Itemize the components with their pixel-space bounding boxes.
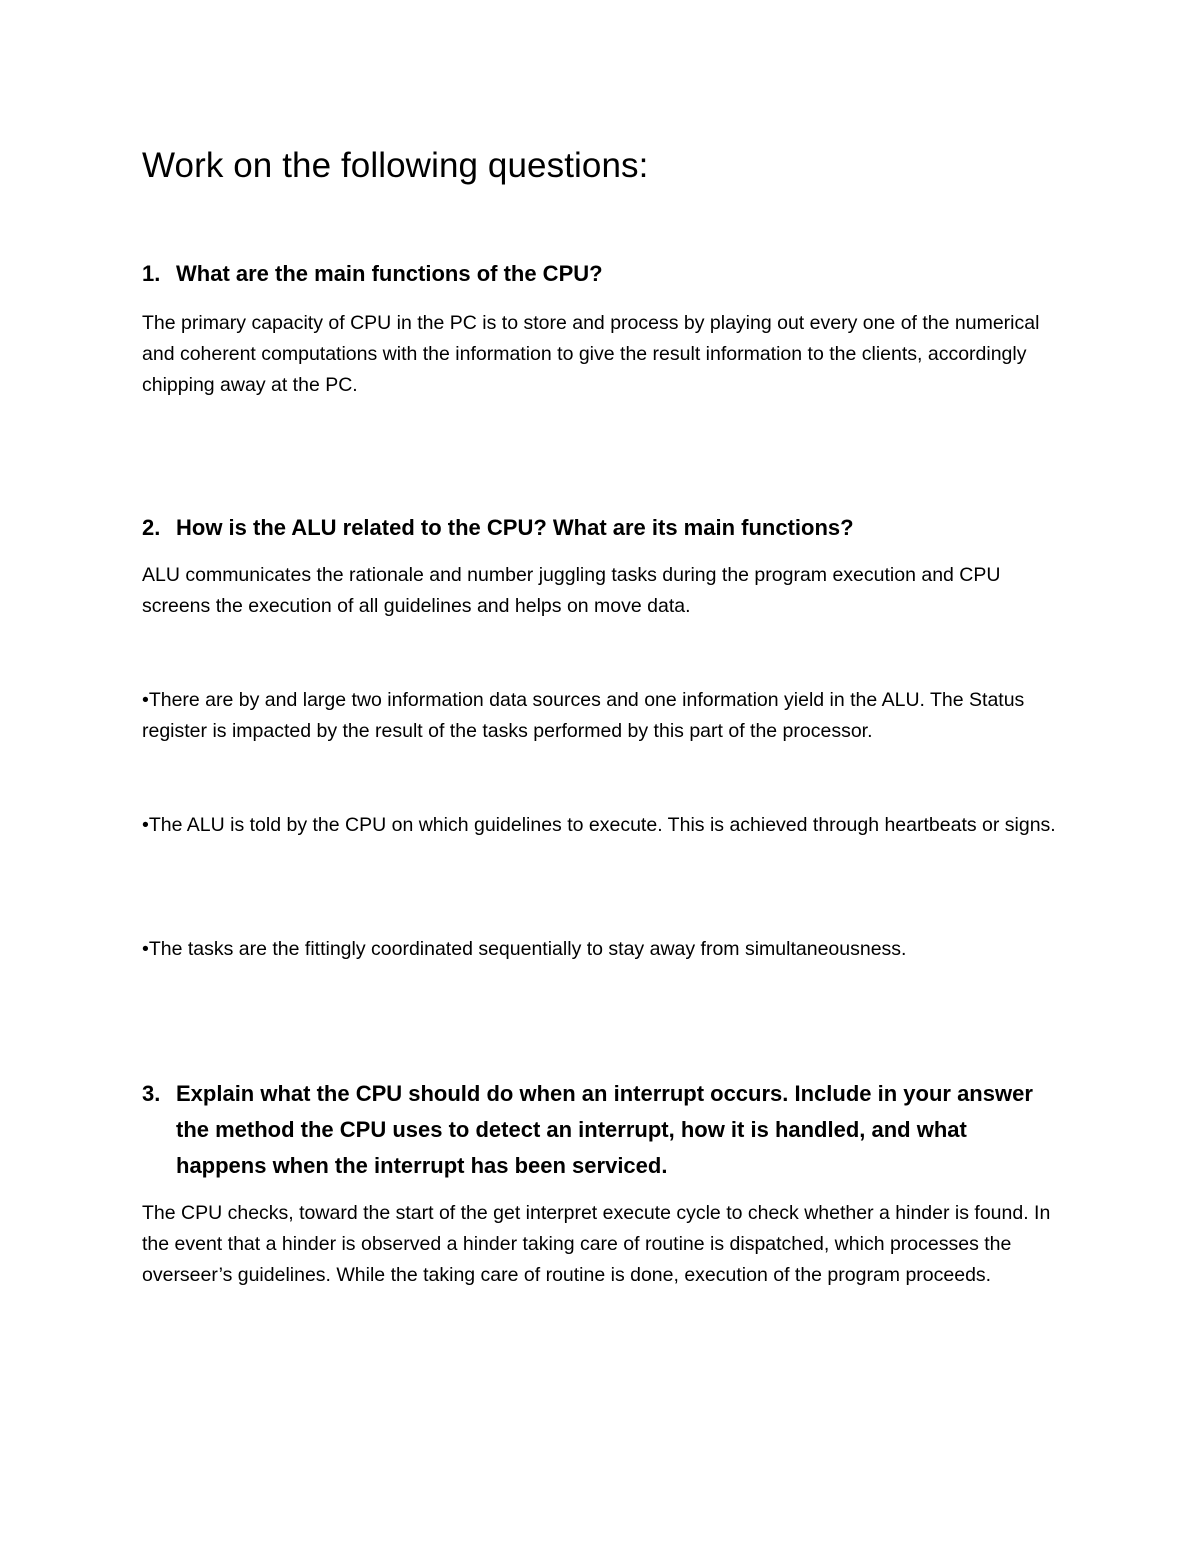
question-1-heading [142, 256, 603, 292]
answer-2-bullet-3: •The tasks are the fittingly coordinated sequentially to stay away from simultaneousness. [142, 938, 907, 960]
question-text: How is the ALU related to the CPU? What are its main functions? [176, 515, 854, 540]
question-text: What are the main functions of the CPU? [176, 261, 603, 286]
answer-3-paragraph: The CPU checks, toward the start of the get interpret execute cycle to check whether a hinder is found. In the event that a hinder is observed a hinder taking care of routine is dispatched, which processes the overseer’s guidelines. While the taking care of routine is done, execution of the program proceeds. [142, 1202, 1051, 1286]
question-2-heading [142, 510, 854, 546]
answer-1-paragraph: The primary capacity of CPU in the PC is to store and process by playing out every one of the numerical and coherent computations with the information to give the result information to the clients, accordingly chipping away at the PC. [142, 312, 1040, 396]
answer-2-bullet-1: •There are by and large two information data sources and one information yield in the ALU. The Status register is impacted by the result of the tasks performed by this part of the processor. [142, 689, 1025, 742]
question-number: 1. [142, 261, 161, 286]
question-3-heading [142, 1076, 1042, 1184]
answer-2-bullet-2: •The ALU is told by the CPU on which guidelines to execute. This is achieved through heartbeats or signs. [142, 814, 1056, 836]
question-number: 3. [142, 1081, 161, 1106]
page-title: Work on the following questions: [142, 146, 649, 185]
question-number: 2. [142, 515, 161, 540]
answer-2-paragraph: ALU communicates the rationale and number juggling tasks during the program execution and CPU screens the execution of all guidelines and helps on move data. [142, 564, 1001, 617]
question-text: Explain what the CPU should do when an interrupt occurs. Include in your answer the method the CPU uses to detect an interrupt, how it is handled, and what happens when the interrupt has been serviced. [176, 1081, 1033, 1178]
